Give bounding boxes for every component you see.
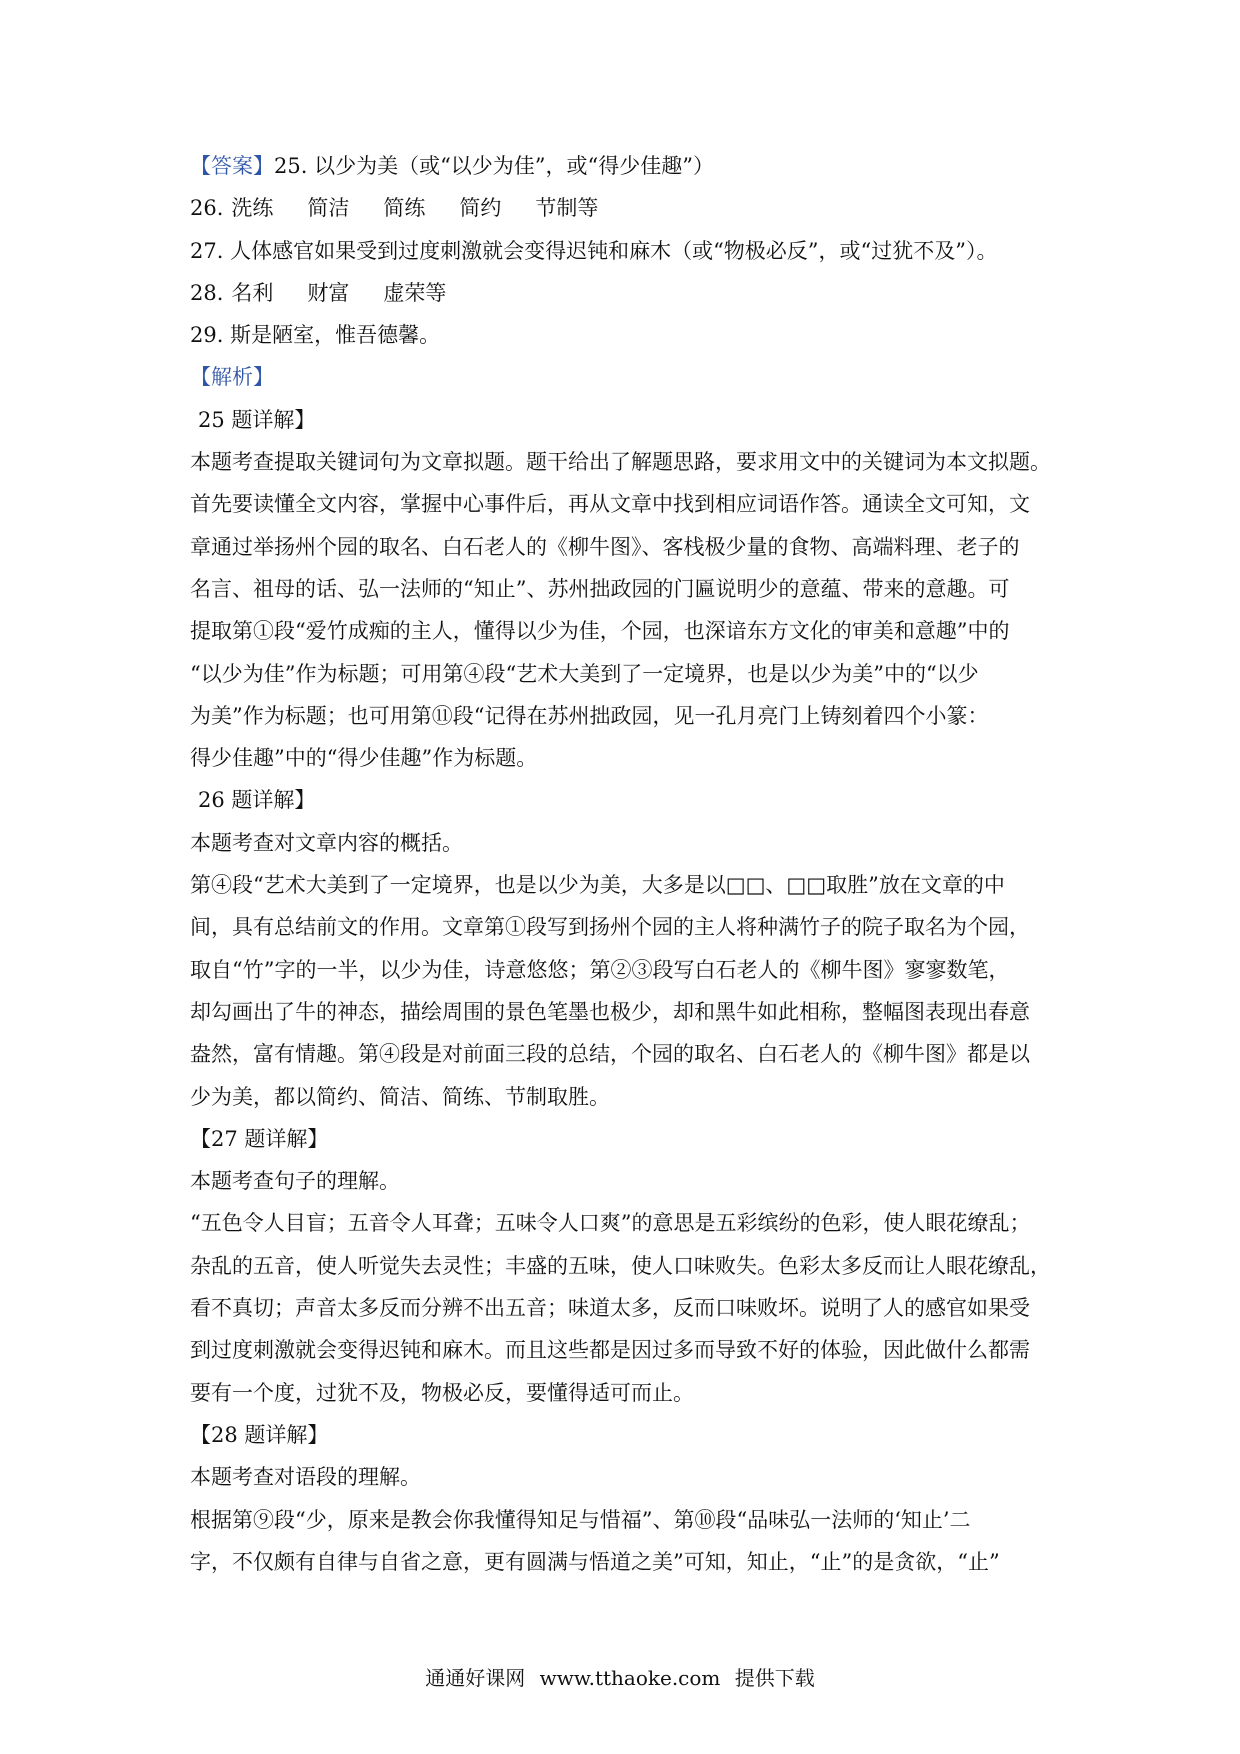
q25-paragraph-line: 本题考查提取关键词句为文章拟题。题干给出了解题思路，要求用文中的关键词为本文拟题。 bbox=[190, 450, 1051, 475]
answer-26-num: 26. bbox=[190, 196, 224, 221]
q25-paragraph-line: 为美”作为标题；也可用第⑪段“记得在苏州拙政园，见一孔月亮门上铸刻着四个小篆： bbox=[190, 703, 989, 728]
q28-paragraph-line: 本题考查对语段的理解。 bbox=[190, 1465, 421, 1490]
q27-paragraph-line: 杂乱的五音，使人听觉失去灵性；丰盛的五味，使人口味败失。色彩太多反而让人眼花缭乱， bbox=[190, 1253, 1051, 1278]
q27-paragraph-line: 到过度刺激就会变得迟钝和麻木。而且这些都是因过多而导致不好的体验，因此做什么都需 bbox=[190, 1338, 1030, 1363]
answer-26 bbox=[190, 187, 1070, 229]
answer-26-item: 简练 bbox=[383, 196, 426, 221]
footer-url: www.tthaoke.com bbox=[539, 1666, 721, 1690]
q26-paragraph-line: 本题考查对文章内容的概括。 bbox=[190, 830, 463, 855]
answer-28 bbox=[190, 272, 1070, 314]
answer-25-text: 25. 以少为美（或“以少为佳”，或“得少佳趣”） bbox=[274, 154, 715, 178]
answer-27-text: 27. 人体感官如果受到过度刺激就会变得迟钝和麻木（或“物极必反”，或“过犹不及”）。 bbox=[190, 238, 998, 263]
q26-paragraph-line: 却勾画出了牛的神态，描绘周围的景色笔墨也极少，却和黑牛如此相称，整幅图表现出春意 bbox=[190, 999, 1030, 1024]
answer-25 bbox=[190, 145, 1070, 187]
answer-26-item: 简约 bbox=[459, 196, 502, 221]
answer-26-item: 简洁 bbox=[307, 196, 350, 221]
q26-paragraph-line: 盎然，富有情趣。第④段是对前面三段的总结，个园的取名、白石老人的《柳牛图》都是以 bbox=[190, 1042, 1030, 1067]
q27-heading: 【27 题详解】 bbox=[190, 1126, 329, 1151]
q25-paragraph-line: 名言、祖母的话、弘一法师的“知止”、苏州拙政园的门匾说明少的意蕴、带来的意趣。可 bbox=[190, 576, 1010, 601]
q25-paragraph-line: 提取第①段“爱竹成痴的主人，懂得以少为佳，个园，也深谙东方文化的审美和意趣”中的 bbox=[190, 619, 1010, 644]
answer-28-item: 虚荣等 bbox=[383, 280, 447, 305]
answer-28-item: 名利 bbox=[231, 280, 274, 305]
q25-paragraph-line: 章通过举扬州个园的取名、白石老人的《柳牛图》、客栈极少量的食物、高端料理、老子的 bbox=[190, 534, 1020, 559]
q25-paragraph-line: “以少为佳”作为标题；可用第④段“艺术大美到了一定境界，也是以少为美”中的“以少 bbox=[190, 661, 979, 686]
answer-27 bbox=[190, 230, 1070, 272]
q27-paragraph-line: “五色令人目盲；五音令人耳聋；五味令人口爽”的意思是五彩缤纷的色彩，使人眼花缭乱； bbox=[190, 1211, 1031, 1236]
answer-29-text: 29. 斯是陋室，惟吾德馨。 bbox=[190, 323, 441, 348]
q26-heading: 26 题详解】 bbox=[198, 788, 316, 813]
q28-paragraph-line: 根据第⑨段“少，原来是教会你我懂得知足与惜福”、第⑩段“品味弘一法师的‘知止’二 bbox=[190, 1507, 971, 1532]
footer-site-name: 通通好课网 bbox=[425, 1666, 526, 1690]
answer-28-item: 财富 bbox=[307, 280, 350, 305]
q25-heading: 25 题详解】 bbox=[198, 407, 316, 432]
q27-paragraph-line: 看不真切；声音太多反而分辨不出五音；味道太多，反而口味败坏。说明了人的感官如果受 bbox=[190, 1296, 1030, 1321]
q28-heading: 【28 题详解】 bbox=[190, 1422, 329, 1447]
answer-26-item: 洗练 bbox=[231, 196, 274, 221]
q26-paragraph-line: 少为美，都以简约、简洁、简练、节制取胜。 bbox=[190, 1084, 610, 1109]
analysis-tag: 【解析】 bbox=[190, 365, 274, 390]
q25-paragraph-line: 得少佳趣”中的“得少佳趣”作为标题。 bbox=[190, 746, 538, 771]
answer-26-item: 节制等 bbox=[535, 196, 599, 221]
q26-paragraph-line: 间，具有总结前文的作用。文章第①段写到扬州个园的主人将种满竹子的院子取名为个园， bbox=[190, 915, 1030, 940]
document-body bbox=[190, 145, 1070, 1583]
q28-paragraph-line: 字，不仅颇有自律与自省之意，更有圆满与悟道之美”可知，知止，“止”的是贪欲，“止” bbox=[190, 1549, 1000, 1574]
answer-28-num: 28. bbox=[190, 280, 224, 305]
footer-note: 提供下载 bbox=[734, 1666, 815, 1690]
q25-paragraph-line: 首先要读懂全文内容，掌握中心事件后，再从文章中找到相应词语作答。通读全文可知，文 bbox=[190, 492, 1030, 517]
page-footer bbox=[0, 1662, 1240, 1691]
q27-paragraph-line: 本题考查句子的理解。 bbox=[190, 1169, 400, 1194]
q26-paragraph-line: 第④段“艺术大美到了一定境界，也是以少为美，大多是以□□、□□取胜”放在文章的中 bbox=[190, 873, 1005, 898]
answer-29 bbox=[190, 314, 1070, 356]
q27-paragraph-line: 要有一个度，过犹不及，物极必反，要懂得适可而止。 bbox=[190, 1380, 694, 1405]
q26-paragraph-line: 取自“竹”字的一半，以少为佳，诗意悠悠；第②③段写白石老人的《柳牛图》寥寥数笔， bbox=[190, 957, 1010, 982]
answer-tag: 【答案】 bbox=[190, 154, 274, 178]
